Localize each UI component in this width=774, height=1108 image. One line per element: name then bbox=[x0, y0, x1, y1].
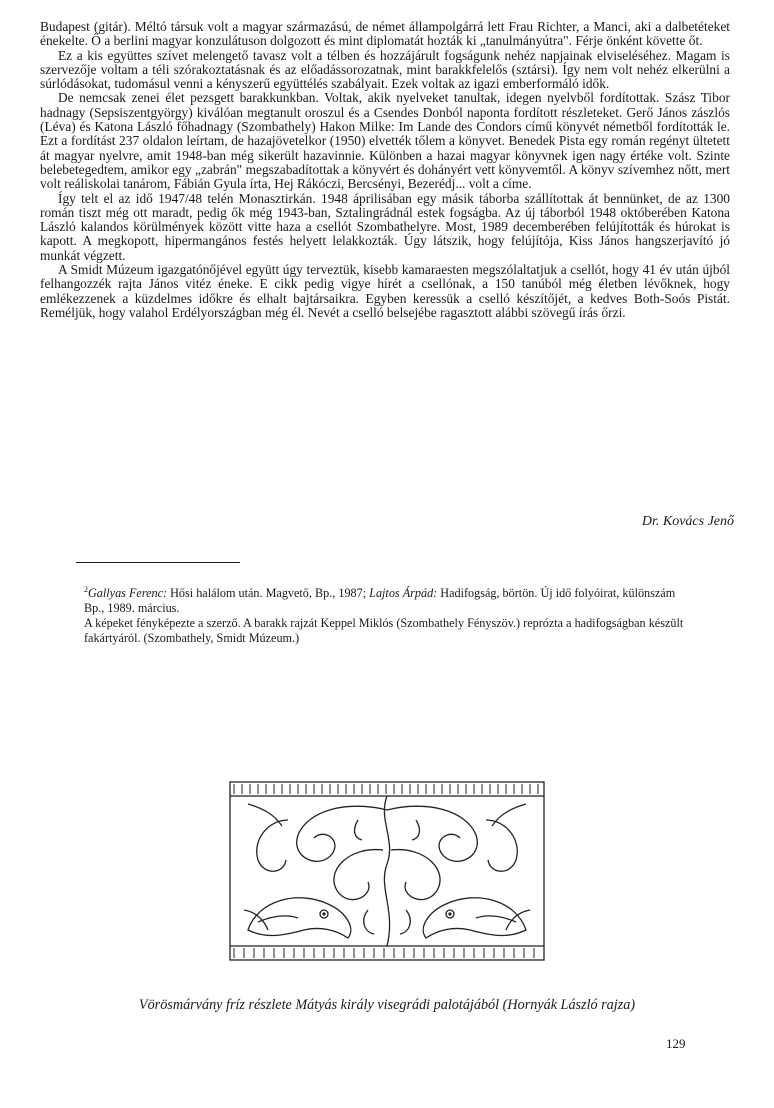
article-body bbox=[40, 20, 730, 320]
article-paragraph: Budapest (gitár). Méltó társuk volt a magyar származású, de német állampolgárrá lett Frau Richter, a Manci, aki a dalbetéteket énekelte. Ő a berlini magyar konzulátuson dolgozott és mint diplomatát hozták ki „tanulmányútra". Férje önként követte őt. bbox=[40, 19, 730, 49]
footnote-sources bbox=[84, 582, 690, 616]
photo-credits: A képeket fényképezte a szerző. A barakk rajzát Keppel Miklós (Szombathely Fényszöv.) reprózta a hadifogságban készült fakártyáról. (Szombathely, Smidt Múzeum.) bbox=[84, 616, 684, 645]
frieze-illustration bbox=[228, 780, 546, 962]
footnote-marker: 2 bbox=[84, 585, 88, 594]
footnote-text: Hősi halálom után. Magvető, Bp., 1987; bbox=[167, 586, 370, 600]
article-paragraph: A Smidt Múzeum igazgatónőjével együtt úgy terveztük, kisebb kamaraesten megszólaltatjuk a csellót, hogy 41 év után újból felhangozzék rajta János vitéz éneke. E cikk pedig vigye hírét a csellónak, a 150 tanúból még életben lévőknek, hogy emlékezzenek a küzdelmes időkre és elhalt bajtársaikra. Egyben keressük a cselló készítőjét, a kedves Both-Soós Pistát. Reméljük, hogy valahol Erdélyországban még él. Nevét a cselló belsejébe ragasztott alábbi szövegű írás őrzi. bbox=[40, 262, 730, 320]
footnote-text: Hadifogság, börtön. Új idő folyóirat, különszám Bp., 1989. március. bbox=[84, 586, 676, 615]
author-signature: Dr. Kovács Jenő bbox=[641, 514, 734, 529]
article-paragraph: Így telt el az idő 1947/48 telén Monasztirkán. 1948 áprilisában egy másik táborba szállítottak át bennünket, de az 1300 román tiszt még ott maradt, pedig ők még 1943-ban, Sztalingrádnál estek fogságba. Az új táborból 1948 októberében Katona László kalandos körülmények között vitte haza a csellót Szombathelyre. Most, 1989 decemberében felújították és húrokat is kapott. A megkopott, hipermangános festés helyett lelakkozták. Úgy látszik, hogy felújítója, Kiss János hangszerjavító jó munkát végzett. bbox=[40, 190, 730, 263]
footnote-author: Lajtos Árpád: bbox=[369, 586, 438, 600]
footnote-author: Gallyas Ferenc: bbox=[88, 586, 168, 600]
figure-caption: Vörösmárvány fríz részlete Mátyás király visegrádi palotájából (Hornyák László rajza) bbox=[138, 997, 636, 1013]
page-number: 129 bbox=[666, 1036, 686, 1051]
article-paragraph: De nemcsak zenei élet pezsgett barakkunkban. Voltak, akik nyelveket tanultak, idegen nyelvből fordítottak. Szász Tibor hadnagy (Sepsiszentgyörgy) kiválóan megtanult oroszul és a Csendes Donból naponta fordított részleteket. Gerő János zászlós (Léva) és Katona László főhadnagy (Szombathely) Hakon Milke: Im Lande des Condors című könyvét németből fordították le. Ezt a fordítást 237 oldalon leírtam, de hazajövetelkor (1950) elvették tőlem a könyvet. Benedek Pista egy román regényt ültetett át magyar nyelvre, amit 1948-ban még sikerült hazavinnie. Különben a hazai magyar könyvnek igen nagy értéke volt. Szinte belebetegedtem, amikor egy „zabrán" megszabadítottak a könyvért és dohányért vett könyvemtől. A könyv szívemhez nőtt, mert volt reáliskolai tanárom, Fábián Gyula írta, Hej Rákóczi, Bercsényi, Bezerédj... volt a címe. bbox=[40, 90, 730, 192]
footnote-divider bbox=[76, 562, 240, 563]
article-paragraph: Ez a kis együttes szívet melengető tavasz volt a télben és hozzájárult fogságunk nehéz napjainak elviseléséhez. Magam is szervezője voltam a téli szórakoztatásnak és az előadássorozatnak, mint barakkfelelős (sztársi). Így nem volt nehéz elkerülni a súrlódásokat, tudomásul venni a kényszerű együttélés szabályait. Ezek voltak az igazi emberformáló idők. bbox=[40, 47, 730, 92]
footnotes bbox=[84, 582, 690, 646]
